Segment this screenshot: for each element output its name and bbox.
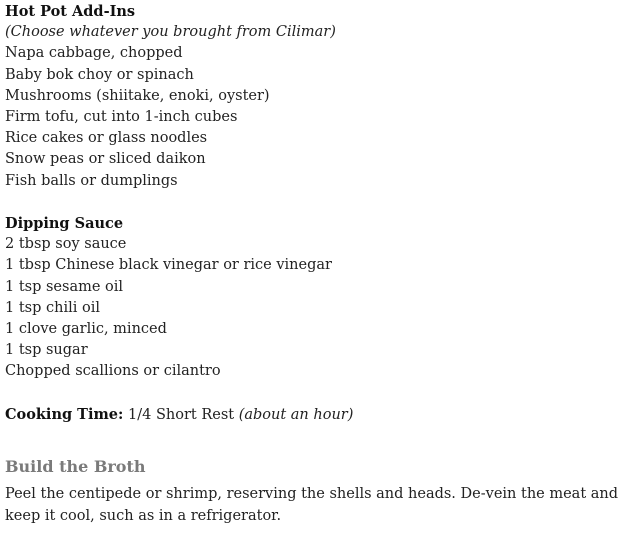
addins-heading: Hot Pot Add-Ins [5, 3, 136, 20]
sauce-heading: Dipping Sauce [5, 215, 124, 233]
addins-item: Mushrooms (shiitake, enoki, oyster) [5, 87, 270, 104]
sauce-item: 2 tbsp soy sauce [5, 236, 127, 253]
cooking-time [5, 404, 625, 426]
sauce-item: 1 tsp sugar [5, 342, 88, 359]
addins-item: Napa cabbage, chopped [5, 45, 183, 62]
cooking-time-value: 1/4 Short Rest [128, 406, 235, 423]
addins-item: Baby bok choy or spinach [5, 66, 194, 83]
spacer [5, 192, 625, 213]
addins-item: Rice cakes or glass noodles [5, 130, 208, 147]
addins-item: Snow peas or sliced daikon [5, 151, 206, 168]
cooking-time-label: Cooking Time: [5, 405, 124, 423]
addins-item: Fish balls or dumplings [5, 172, 178, 189]
sauce-item: Chopped scallions or cilantro [5, 363, 221, 380]
addins-note: (Choose whatever you brought from Cilimar) [5, 24, 336, 41]
sauce-item: 1 clove garlic, minced [5, 321, 167, 338]
broth-heading: Build the Broth [5, 457, 146, 477]
sauce-item: 1 tsp sesame oil [5, 278, 124, 295]
sauce-item: 1 tbsp Chinese black vinegar or rice vinegar [5, 257, 332, 274]
sauce-item: 1 tsp chili oil [5, 299, 100, 316]
broth-paragraph: Peel the centipede or shrimp, reserving the shells and heads. De-vein the meat and keep it cool, such as in a refrigerator. [5, 486, 619, 525]
spacer [5, 383, 625, 404]
addins-item: Firm tofu, cut into 1-inch cubes [5, 109, 238, 126]
cooking-time-note: (about an hour) [238, 406, 354, 423]
